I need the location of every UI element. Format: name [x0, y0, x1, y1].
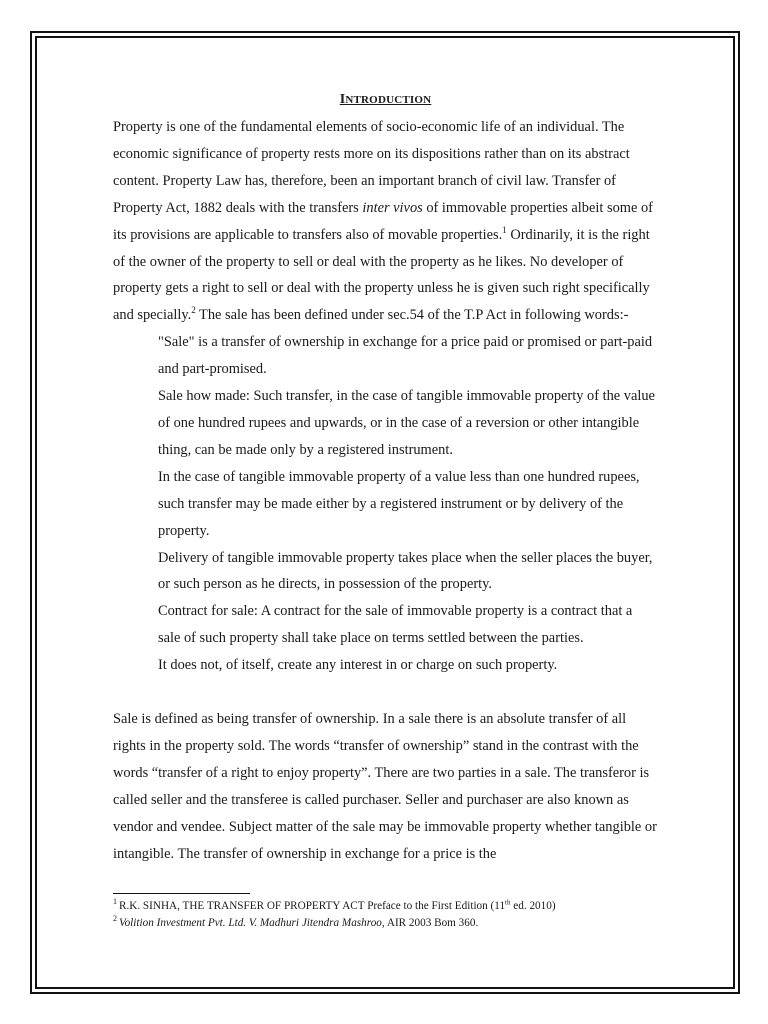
footnote-ref-2[interactable]: 2	[191, 305, 196, 316]
quote-paragraph: Contract for sale: A contract for the sale of immovable property is a contract that a sale of such property shall take place on terms settled between the parties.	[158, 603, 633, 647]
statute-quote	[158, 329, 658, 679]
sale-definition-paragraph: Sale is defined as being transfer of ownership. In a sale there is an absolute transfer of all rights in the property sold. The words “transfer of ownership” stand in the contrast with the words “transfer of a right to enjoy property”. There are two parties in a sale. The transferor is called seller and the transferee is called purchaser. Seller and purchaser are also known as vendor and vendee. Subject matter of the sale may be immovable property whether tangible or intangible. The transfer of ownership in exchange for a price is the	[113, 711, 657, 862]
paragraph-gap	[113, 679, 658, 706]
footnote-1: $^1$ R.K. SINHA, THE TRANSFER OF PROPERTY ACT Preface to the First Edition (11th ed. 2010)	[113, 897, 556, 912]
document-body	[113, 90, 658, 867]
page-title: INTRODUCTION	[339, 92, 432, 107]
quote-paragraph: Delivery of tangible immovable property takes place when the seller places the buyer, or such person as he directs, in possession of the property.	[158, 549, 653, 593]
footnote-2: $^2$ Volition Investment Pvt. Ltd. V. Madhuri Jitendra Mashroo, AIR 2003 Bom 360.	[113, 914, 479, 929]
quote-paragraph: It does not, of itself, create any interest in or charge on such property.	[158, 657, 558, 674]
footnote-separator	[113, 893, 250, 894]
quote-paragraph: Sale how made: Such transfer, in the case of tangible immovable property of the value of one hundred rupees and upwards, or in the case of a reversion or other intangible thing, can be made only by a registered instrument.	[158, 388, 655, 458]
intro-paragraph: Property is one of the fundamental elements of socio-economic life of an individual. The economic significance of property rests more on its dispositions rather than on its abstract content. Property Law has, therefore, been an important branch of civil law. Transfer of Property Act, 1882 deals with the transfers inter vivos of immovable properties albeit some of its provisions are applicable to transfers also of movable properties.$^1$ Ordinarily, it is the right of the owner of the property to sell or deal with the property as he likes. No developer of property gets a right to sell or deal with the property unless he is given such right specifically and specially.$^2$ The sale has been defined under sec.54 of the T.P Act in following words:-	[113, 119, 653, 324]
quote-paragraph: In the case of tangible immovable property of a value less than one hundred rupees, such transfer may be made either by a registered instrument or by delivery of the property.	[158, 468, 640, 539]
footnotes	[113, 898, 658, 932]
footnote-ref-1[interactable]: 1	[502, 224, 507, 235]
quote-paragraph: "Sale" is a transfer of ownership in exchange for a price paid or promised or part-paid and part-promised.	[158, 334, 653, 378]
